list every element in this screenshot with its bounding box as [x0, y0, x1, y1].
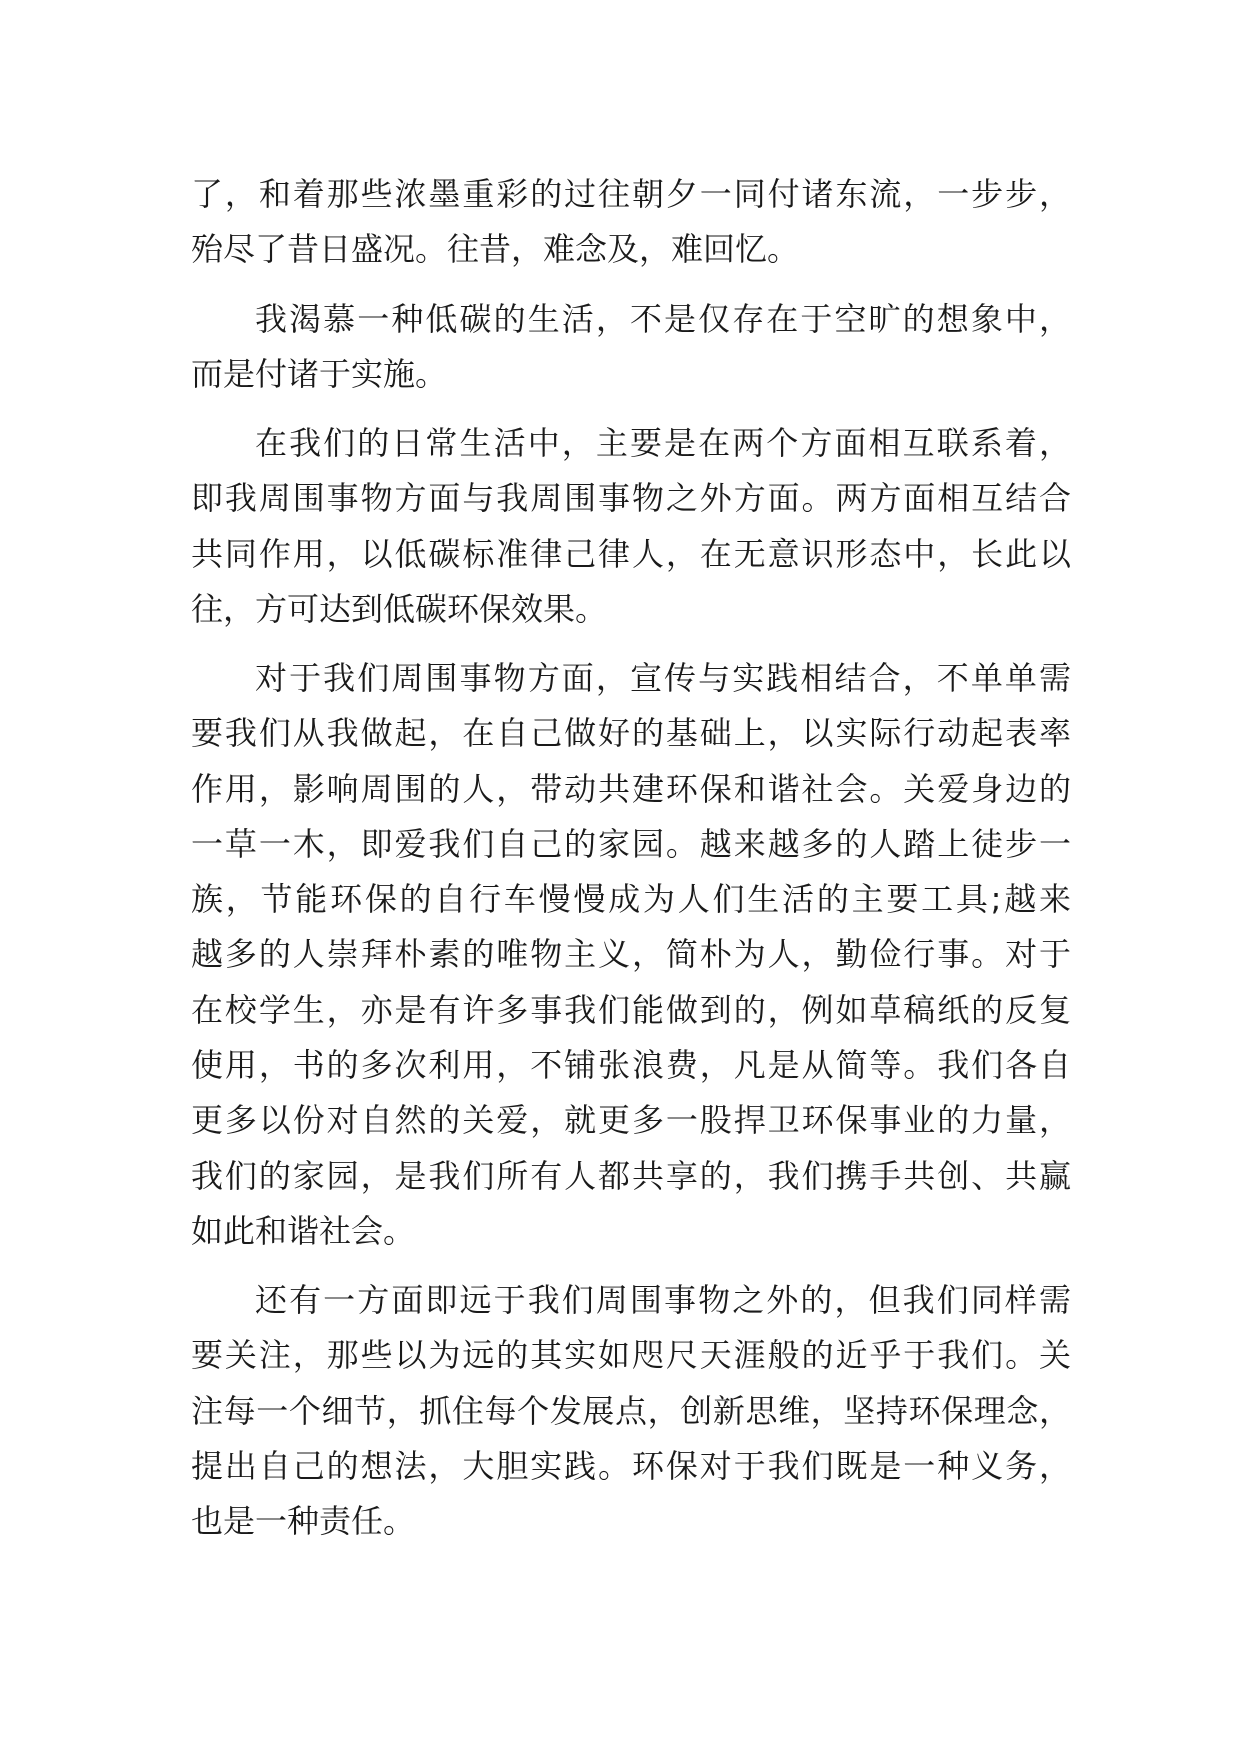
paragraph-first-line: 对于我们周围事物方面，宣传与实践相结合，不单单需	[255, 659, 1071, 697]
text-line: 即我周围事物方面与我周围事物之外方面。两方面相互结合	[191, 479, 1071, 517]
text-line: 作用，影响周围的人，带动共建环保和谐社会。关爱身边的	[191, 770, 1071, 808]
text-line: 共同作用，以低碳标准律己律人，在无意识形态中，长此以	[191, 535, 1071, 573]
text-line: 提出自己的想法，大胆实践。环保对于我们既是一种义务，	[191, 1447, 1071, 1485]
text-line: 如此和谐社会。	[191, 1212, 416, 1250]
text-line: 要我们从我做起，在自己做好的基础上，以实际行动起表率	[191, 714, 1071, 752]
text-line: 越多的人崇拜朴素的唯物主义，简朴为人，勤俭行事。对于	[191, 935, 1071, 973]
text-line: 而是付诸于实施。	[191, 355, 448, 393]
paragraph-first-line: 在我们的日常生活中，主要是在两个方面相互联系着，	[255, 424, 1071, 462]
paragraph-first-line: 我渴慕一种低碳的生活，不是仅存在于空旷的想象中，	[255, 300, 1071, 338]
paragraph-first-line: 还有一方面即远于我们周围事物之外的，但我们同样需	[255, 1281, 1071, 1319]
text-line: 了，和着那些浓墨重彩的过往朝夕一同付诸东流，一步步，	[191, 175, 1071, 213]
text-line: 在校学生，亦是有许多事我们能做到的，例如草稿纸的反复	[191, 991, 1071, 1029]
text-line: 使用，书的多次利用，不铺张浪费，凡是从简等。我们各自	[191, 1046, 1071, 1084]
text-line: 更多以份对自然的关爱，就更多一股捍卫环保事业的力量，	[191, 1101, 1071, 1139]
text-line: 也是一种责任。	[191, 1502, 416, 1540]
text-line: 往，方可达到低碳环保效果。	[191, 590, 608, 628]
text-line: 族，节能环保的自行车慢慢成为人们生活的主要工具;越来	[191, 880, 1071, 918]
text-line: 殆尽了昔日盛况。往昔，难念及，难回忆。	[191, 230, 800, 268]
text-line: 要关注，那些以为远的其实如咫尺天涯般的近乎于我们。关	[191, 1336, 1071, 1374]
text-line: 注每一个细节，抓住每个发展点，创新思维，坚持环保理念，	[191, 1392, 1071, 1430]
text-line: 我们的家园，是我们所有人都共享的，我们携手共创、共赢	[191, 1157, 1071, 1195]
text-line: 一草一木，即爱我们自己的家园。越来越多的人踏上徒步一	[191, 825, 1071, 863]
